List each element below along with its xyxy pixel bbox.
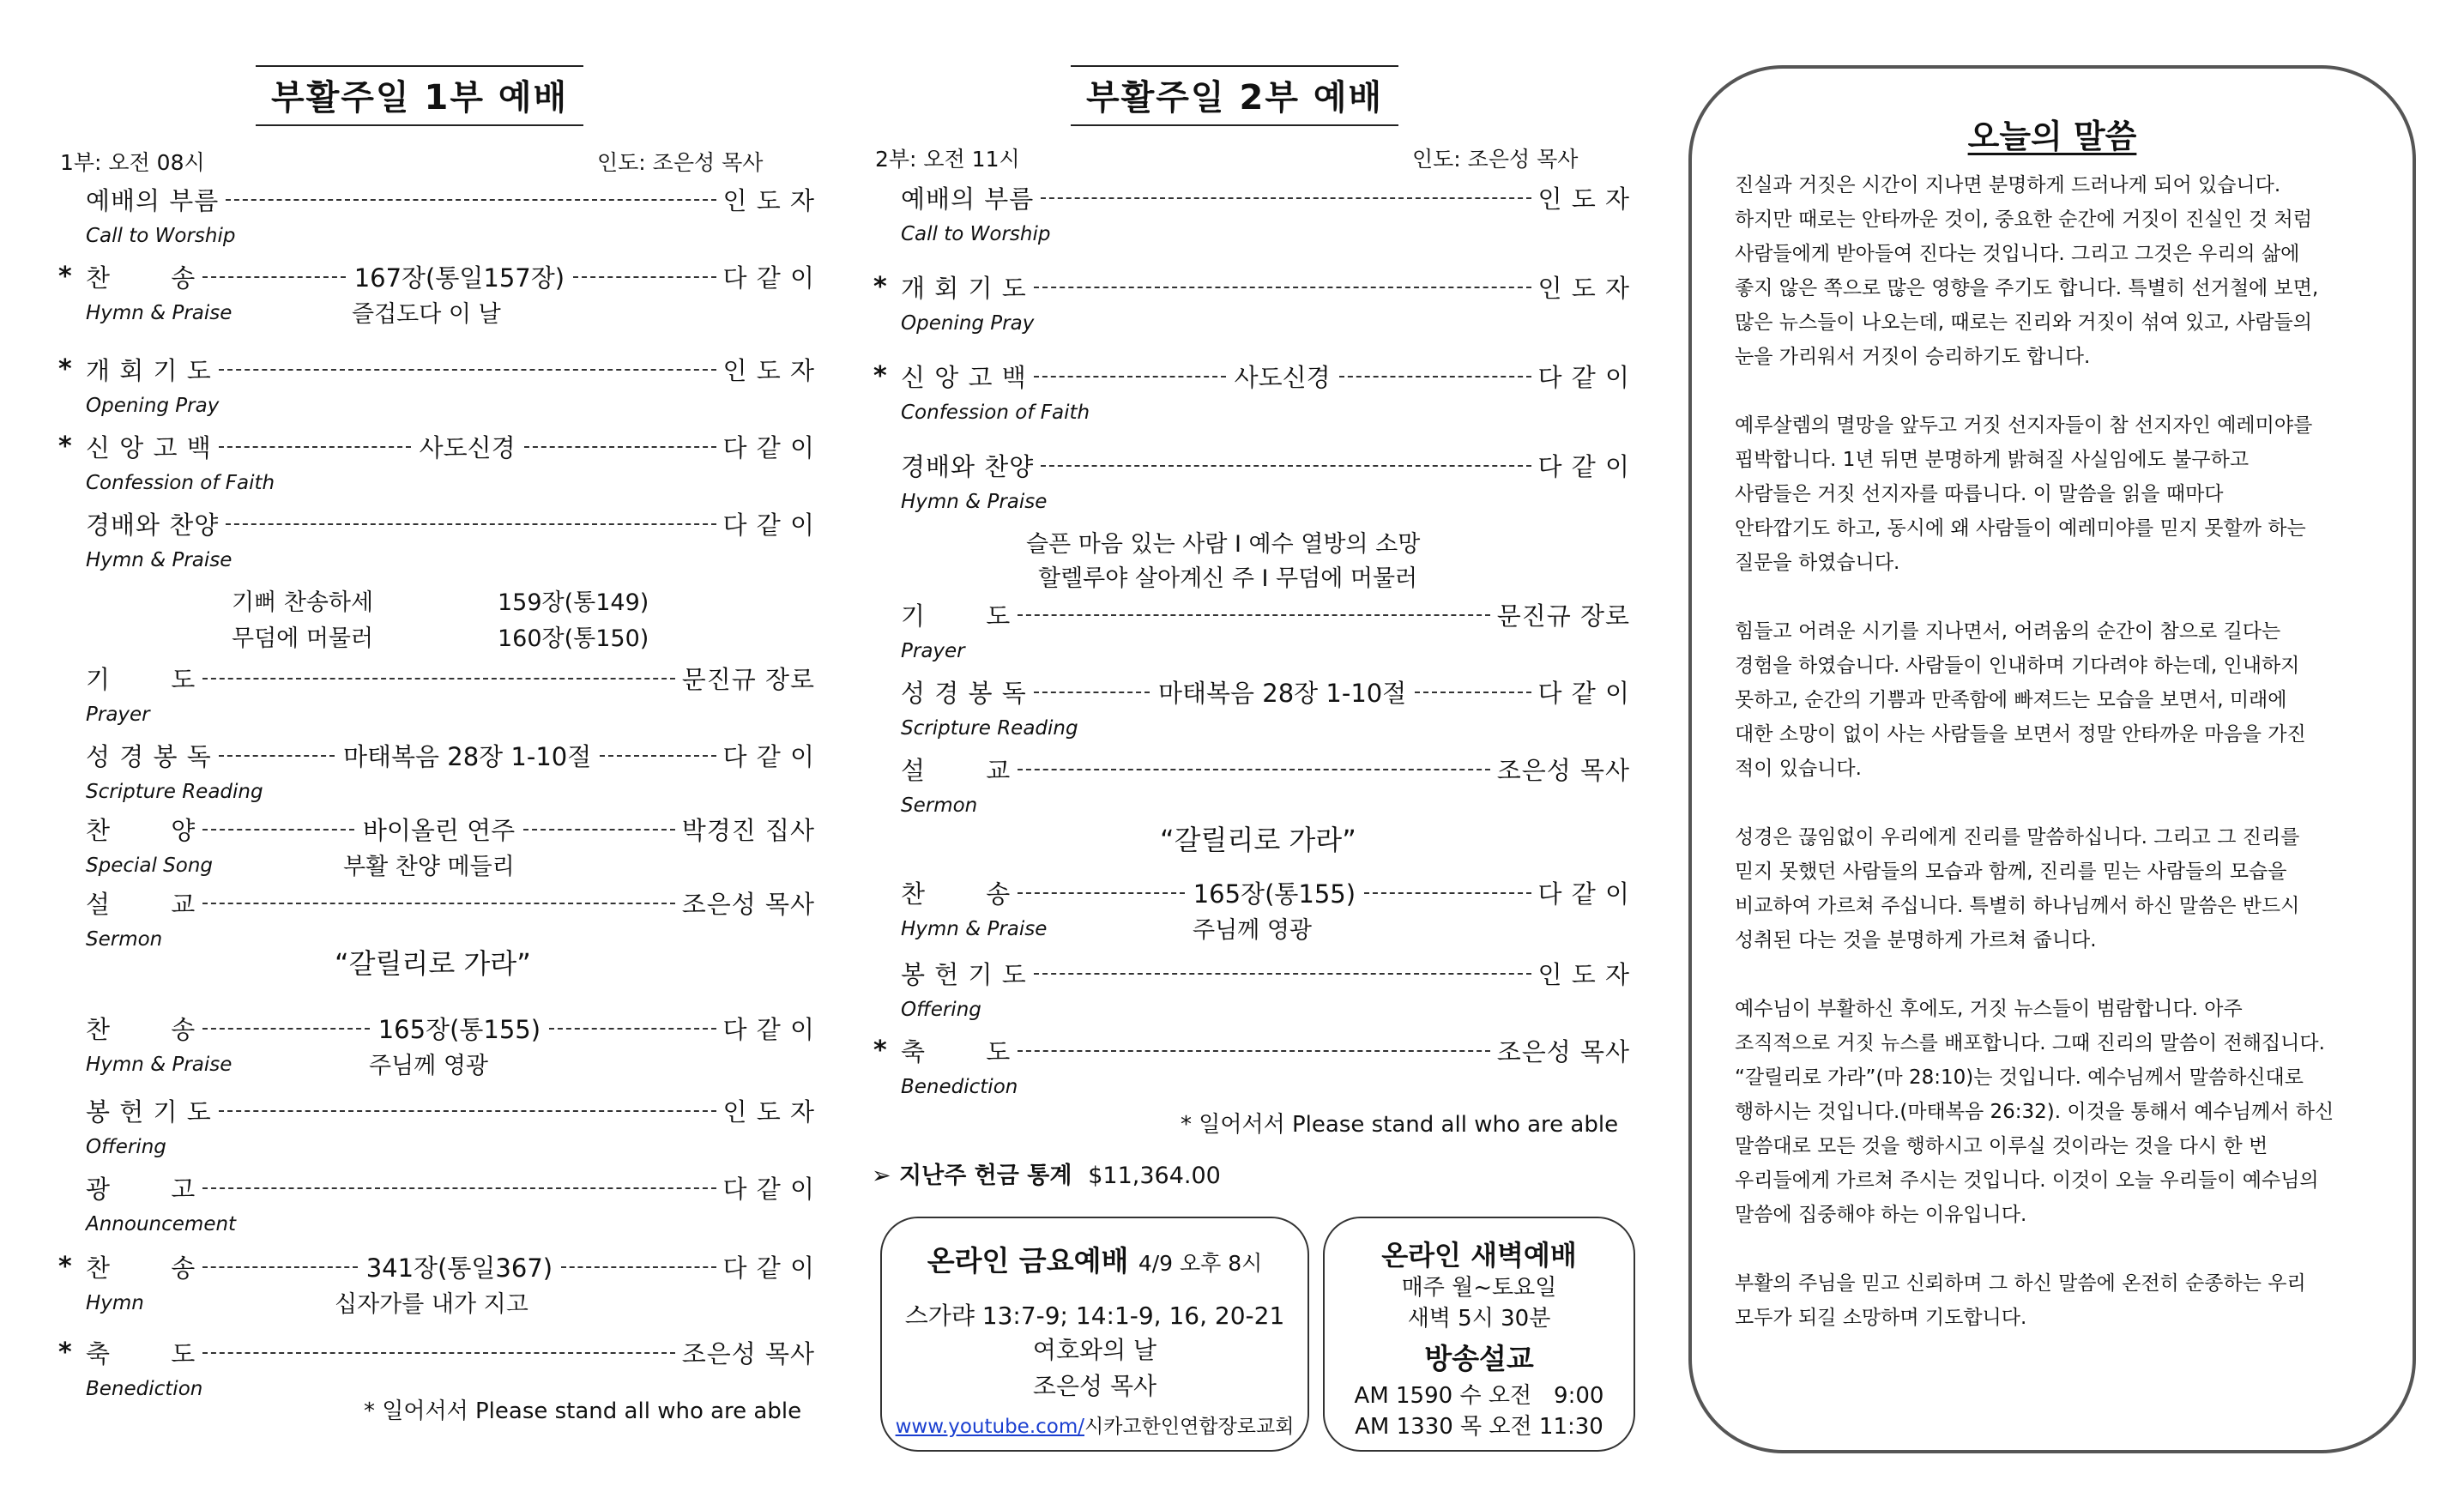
order-english-label: Hymn & Praise (86, 549, 233, 571)
praise-song-number: 160장(통150) (498, 625, 649, 652)
order-person: 다 같 이 (722, 742, 816, 771)
order-row (873, 359, 1631, 394)
dawn-days: 매주 월~토요일 (1401, 1275, 1557, 1301)
order-row (873, 1033, 1630, 1068)
order-english-label: Announcement (86, 1213, 237, 1235)
friday-scripture: 스가랴 13:7-9; 14:1-9, 16, 20-21 (904, 1302, 1285, 1330)
praise-song-name: 기뻐 찬송하세 (232, 589, 374, 616)
word-line: 모두가 되길 소망하며 기도합니다. (1735, 1307, 2027, 1329)
word-line: 믿지 못했던 사람들의 모습과 함께, 진리를 믿는 사람들의 모습을 (1735, 861, 2287, 883)
word-line: 말씀에 집중해야 하는 이유입니다. (1735, 1204, 2027, 1226)
order-detail: 마태복음 28장 1-10절 (343, 742, 592, 771)
word-line: 성경은 끊임없이 우리에게 진리를 말씀하십니다. 그리고 그 진리를 (1735, 826, 2300, 849)
hymn-title: 주님께 영광 (369, 1053, 488, 1079)
order-english-label: Scripture Reading (86, 781, 263, 803)
order-label: 신 앙 고 백 (901, 363, 1027, 392)
word-line: 비교하여 가르쳐 주십니다. 특별히 하나님께서 하신 말씀은 반드시 (1735, 895, 2300, 917)
order-row (901, 674, 1630, 710)
order-label: 설 교 (901, 756, 1012, 785)
dotted-leader (219, 369, 716, 371)
order-person: 조은성 목사 (1496, 1037, 1630, 1066)
todays-word-title: 오늘의 말씀 (1967, 118, 2137, 155)
order-english-label: Prayer (901, 640, 965, 662)
order-english-label: Benediction (86, 1378, 203, 1400)
hymn-title: 즐겁도다 이 날 (352, 301, 501, 328)
friday-title: 온라인 금요예배 (927, 1244, 1129, 1278)
stand-marker: * (58, 1252, 72, 1282)
order-label: 성 경 봉 독 (901, 679, 1027, 708)
word-paragraph (1735, 408, 2373, 580)
service1-title: 부활주일 1부 예배 (256, 65, 583, 126)
friday-speaker: 조은성 목사 (1032, 1372, 1157, 1400)
order-person: 다 같 이 (1537, 452, 1630, 481)
order-person: 다 같 이 (722, 1253, 816, 1283)
order-person: 다 같 이 (722, 433, 816, 462)
order-english-label: Confession of Faith (901, 402, 1090, 424)
order-row (901, 180, 1630, 215)
word-line: 눈을 가리워서 거짓이 승리하기도 합니다. (1735, 346, 2091, 368)
dotted-leader (1018, 1050, 1489, 1052)
sermon-title: “갈릴리로 가라” (1160, 824, 1356, 856)
order-person: 다 같 이 (722, 1015, 816, 1044)
order-label: 찬 양 (86, 816, 196, 845)
order-person: 인 도 자 (722, 356, 815, 385)
stand-marker: * (58, 354, 72, 384)
order-detail: 165장(통155) (1193, 879, 1356, 909)
dotted-leader (600, 755, 716, 757)
word-paragraph (1735, 614, 2373, 786)
order-detail: 341장(통일367) (365, 1253, 553, 1283)
order-english-label: Hymn & Praise (86, 302, 233, 324)
word-paragraph (1735, 820, 2373, 957)
order-person: 조은성 목사 (681, 890, 815, 919)
order-label: 찬 송 (901, 879, 1012, 909)
friday-when: 4/9 오후 8시 (1138, 1251, 1263, 1276)
dotted-leader (1018, 892, 1184, 894)
dotted-leader (1034, 287, 1531, 288)
order-label: 개 회 기 도 (901, 274, 1027, 303)
order-row (86, 738, 815, 773)
order-person: 조은성 목사 (681, 1339, 815, 1368)
order-english-label: Hymn & Praise (901, 918, 1048, 940)
dotted-leader (524, 446, 716, 448)
dotted-leader (1018, 769, 1489, 770)
order-row (86, 661, 815, 696)
order-label: 신 앙 고 백 (86, 433, 212, 462)
order-detail: 바이올린 연주 (362, 816, 516, 845)
order-label: 봉 헌 기 도 (86, 1097, 212, 1127)
word-paragraph (1735, 992, 2373, 1232)
word-line: “갈릴리로 가라”(마 28:10)는 것입니다. 예수님께서 말씀하신대로 (1735, 1066, 2304, 1089)
word-line: 힘들고 어려운 시기를 지나면서, 어려움의 순간이 참으로 길다는 (1735, 620, 2281, 643)
order-person: 인 도 자 (1537, 184, 1630, 214)
order-row (86, 1011, 815, 1046)
order-person: 문진규 장로 (681, 665, 815, 694)
order-english-label: Hymn & Praise (86, 1054, 233, 1076)
order-detail: 마태복음 28장 1-10절 (1158, 679, 1407, 708)
order-row (58, 429, 816, 464)
friday-link-line (882, 1410, 1307, 1439)
service2-time: 2부: 오전 11시 (875, 147, 1020, 172)
order-english-label: Call to Worship (901, 223, 1051, 245)
order-person: 다 같 이 (722, 263, 815, 293)
order-person: 인 도 자 (1537, 960, 1630, 989)
stand-marker: * (873, 361, 887, 391)
service2-leader: 인도: 조은성 목사 (1412, 147, 1579, 172)
order-detail: 165장(통155) (377, 1015, 541, 1044)
dotted-leader (1018, 614, 1489, 616)
word-line: 경험을 하였습니다. 사람들이 인내하며 기다려야 하는데, 인내하지 (1735, 655, 2300, 677)
dotted-leader (202, 1187, 716, 1189)
order-english-label: Offering (86, 1136, 166, 1158)
order-person: 다 같 이 (1537, 679, 1631, 708)
word-line: 적이 있습니다. (1735, 758, 1862, 780)
hymn-title: 십자가를 내가 지고 (335, 1291, 528, 1318)
word-line: 행하시는 것입니다.(마태복음 26:32). 이것을 통해서 예수님께서 하신 (1735, 1101, 2334, 1123)
order-english-label: Hymn & Praise (901, 491, 1048, 513)
order-row (58, 259, 815, 294)
order-label: 경배와 찬양 (901, 452, 1035, 481)
dotted-leader (226, 199, 716, 201)
dotted-leader (1364, 892, 1531, 894)
order-english-label: Scripture Reading (901, 717, 1078, 740)
offering-amount: $11,364.00 (1088, 1163, 1221, 1189)
order-english-label: Prayer (86, 704, 150, 726)
service1-leader: 인도: 조은성 목사 (597, 150, 764, 175)
dawn-time: 새벽 5시 30분 (1407, 1306, 1551, 1332)
word-line: 하지만 때로는 안타까운 것이, 중요한 순간에 거짓이 진실인 것 처럼 (1735, 208, 2312, 231)
word-paragraph (1735, 168, 2373, 374)
praise-line: 할렐루야 살아계신 주 I 무덤에 머물러 (1038, 565, 1418, 592)
word-paragraph (1735, 1266, 2373, 1335)
stand-marker: * (58, 1338, 72, 1368)
praise-line: 슬픈 마음 있는 사람 I 예수 열방의 소망 (1026, 531, 1421, 558)
order-english-label: Confession of Faith (86, 472, 275, 494)
praise-song-name: 무덤에 머물러 (232, 625, 374, 652)
order-english-label: Call to Worship (86, 225, 236, 247)
order-row (86, 1170, 815, 1205)
order-english-label: Benediction (901, 1076, 1018, 1098)
dotted-leader (202, 678, 674, 680)
order-row (901, 752, 1630, 787)
order-row (86, 182, 815, 217)
stand-marker: * (873, 272, 887, 302)
dotted-leader (202, 1266, 357, 1268)
order-person: 다 같 이 (1537, 363, 1631, 392)
dotted-leader (1041, 197, 1531, 199)
praise-song-number: 159장(통149) (498, 589, 649, 616)
order-english-label: Offering (901, 999, 981, 1021)
word-line: 말씀대로 모든 것을 행하시고 이루실 것이라는 것을 다시 한 번 (1735, 1135, 2268, 1157)
youtube-link[interactable]: www.youtube.com/ (895, 1416, 1084, 1438)
order-row (901, 956, 1630, 991)
order-label: 경배와 찬양 (86, 510, 220, 540)
stand-note: * 일어서서 Please stand all who are able (364, 1398, 802, 1424)
dotted-leader (219, 446, 411, 448)
offering-stats (872, 1157, 1221, 1190)
radio-line-1: AM 1590 수 오전 9:00 (1354, 1383, 1604, 1409)
order-person: 박경진 집사 (681, 816, 816, 845)
dotted-leader (1041, 465, 1531, 467)
dotted-leader (561, 1266, 716, 1268)
order-person: 인 도 자 (722, 186, 815, 215)
order-english-label: Sermon (901, 794, 978, 817)
order-english-label: Special Song (86, 855, 214, 877)
hymn-title: 주님께 영광 (1193, 917, 1312, 944)
order-person: 인 도 자 (1537, 274, 1630, 303)
friday-title-line (882, 1239, 1307, 1279)
order-row (873, 269, 1630, 305)
dotted-leader (549, 1028, 716, 1030)
dotted-leader (202, 829, 354, 831)
order-row (86, 1093, 815, 1128)
order-person: 다 같 이 (722, 510, 815, 540)
order-label: 축 도 (86, 1339, 196, 1368)
dotted-leader (219, 1110, 716, 1112)
word-line: 조직적으로 거짓 뉴스를 배포합니다. 그때 진리의 말씀이 전해집니다. (1735, 1032, 2325, 1054)
word-line: 예수님이 부활하신 후에도, 거짓 뉴스들이 범람합니다. 아주 (1735, 998, 2243, 1020)
order-label: 찬 송 (86, 263, 196, 293)
order-label: 설 교 (86, 890, 196, 919)
word-line: 진실과 거짓은 시간이 지나면 분명하게 드러나게 되어 있습니다. (1735, 174, 2281, 196)
order-detail: 167장(통일157장) (353, 263, 565, 293)
order-row (86, 812, 815, 847)
service1-time: 1부: 오전 08시 (60, 150, 205, 175)
stand-marker: * (58, 262, 72, 292)
dotted-leader (1034, 692, 1150, 693)
order-detail: 사도신경 (1234, 363, 1331, 392)
friday-worship-box (880, 1217, 1309, 1452)
dotted-leader (523, 829, 675, 831)
order-label: 봉 헌 기 도 (901, 960, 1027, 989)
friday-theme: 여호와의 날 (1032, 1336, 1157, 1364)
word-line: 핍박합니다. 1년 뒤면 분명하게 밝혀질 사실임에도 불구하고 (1735, 449, 2250, 471)
offering-label: 지난주 헌금 통계 (899, 1163, 1072, 1189)
order-label: 성 경 봉 독 (86, 742, 212, 771)
dawn-worship-box (1323, 1217, 1635, 1452)
order-row (58, 1335, 815, 1370)
order-detail: 사도신경 (419, 433, 516, 462)
church-name: 시카고한인연합장로교회 (1084, 1416, 1295, 1438)
order-label: 찬 송 (86, 1253, 196, 1283)
dawn-title: 온라인 새벽예배 (1381, 1239, 1577, 1271)
dotted-leader (202, 1352, 674, 1354)
order-row (86, 506, 815, 541)
word-line: 대한 소망이 없이 사는 사람들을 보면서 정말 안타까운 마음을 가진 (1735, 723, 2306, 746)
order-label: 찬 송 (86, 1015, 196, 1044)
order-english-label: Sermon (86, 928, 163, 951)
stand-note: * 일어서서 Please stand all who are able (1181, 1112, 1619, 1138)
todays-word-panel (1688, 65, 2416, 1453)
arrow-icon: ➢ (872, 1163, 900, 1189)
word-line: 안타깝기도 하고, 동시에 왜 사람들이 예레미야를 믿지 못할까 하는 (1735, 517, 2306, 540)
radio-title: 방송설교 (1424, 1342, 1534, 1375)
stand-marker: * (58, 432, 72, 462)
stand-marker: * (873, 1036, 887, 1066)
order-row (58, 352, 815, 387)
order-row (86, 885, 815, 921)
word-line: 사람들은 거짓 선지자를 따릅니다. 이 말씀을 읽을 때마다 (1735, 483, 2224, 505)
sermon-title: “갈릴리로 가라” (335, 947, 531, 980)
order-label: 예배의 부름 (86, 186, 220, 215)
word-line: 사람들에게 받아들여 진다는 것입니다. 그리고 그것은 우리의 삶에 (1735, 243, 2300, 265)
dotted-leader (202, 1028, 369, 1030)
order-label: 기 도 (86, 665, 196, 694)
word-line: 많은 뉴스들이 나오는데, 때로는 진리와 거짓이 섞여 있고, 사람들의 (1735, 311, 2312, 334)
word-line: 부활의 주님을 믿고 신뢰하며 그 하신 말씀에 온전히 순종하는 우리 (1735, 1272, 2306, 1295)
word-line: 못하고, 순간의 기쁨과 만족함에 빠져드는 모습을 보면서, 미래에 (1735, 689, 2287, 711)
order-row (901, 448, 1630, 483)
order-label: 기 도 (901, 601, 1012, 631)
order-person: 문진규 장로 (1496, 601, 1630, 631)
order-english-label: Hymn (86, 1292, 144, 1314)
order-english-label: Opening Pray (86, 395, 220, 417)
dotted-leader (1339, 376, 1531, 378)
order-person: 다 같 이 (722, 1175, 815, 1204)
order-person: 인 도 자 (722, 1097, 815, 1127)
radio-line-2: AM 1330 목 오전 11:30 (1355, 1414, 1603, 1440)
order-person: 조은성 목사 (1496, 756, 1630, 785)
dotted-leader (1034, 973, 1531, 975)
order-label: 축 도 (901, 1037, 1012, 1066)
dotted-leader (573, 276, 716, 278)
hymn-title: 부활 찬양 메들리 (343, 854, 515, 880)
dotted-leader (202, 276, 345, 278)
service2-title: 부활주일 2부 예배 (1071, 65, 1398, 126)
dotted-leader (226, 523, 716, 525)
dotted-leader (202, 903, 674, 904)
dotted-leader (1415, 692, 1531, 693)
order-person: 다 같 이 (1537, 879, 1631, 909)
word-line: 우리들에게 가르쳐 주시는 것입니다. 이것이 오늘 우리들이 예수님의 (1735, 1169, 2319, 1192)
dotted-leader (219, 755, 335, 757)
word-line: 예루살렘의 멸망을 앞두고 거짓 선지자들이 참 선지자인 예레미야를 (1735, 414, 2313, 437)
order-row (901, 597, 1630, 632)
order-label: 예배의 부름 (901, 184, 1035, 214)
order-row (58, 1249, 816, 1284)
order-row (901, 875, 1630, 910)
order-english-label: Opening Pray (901, 312, 1035, 335)
word-line: 성취된 다는 것을 분명하게 가르쳐 줍니다. (1735, 929, 2097, 951)
dotted-leader (1034, 376, 1226, 378)
order-label: 개 회 기 도 (86, 356, 212, 385)
todays-word-body (1735, 168, 2373, 1335)
order-label: 광 고 (86, 1175, 196, 1204)
word-line: 좋지 않은 쪽으로 많은 영향을 주기도 합니다. 특별히 선거철에 보면, (1735, 277, 2319, 299)
word-line: 질문을 하였습니다. (1735, 552, 1900, 574)
